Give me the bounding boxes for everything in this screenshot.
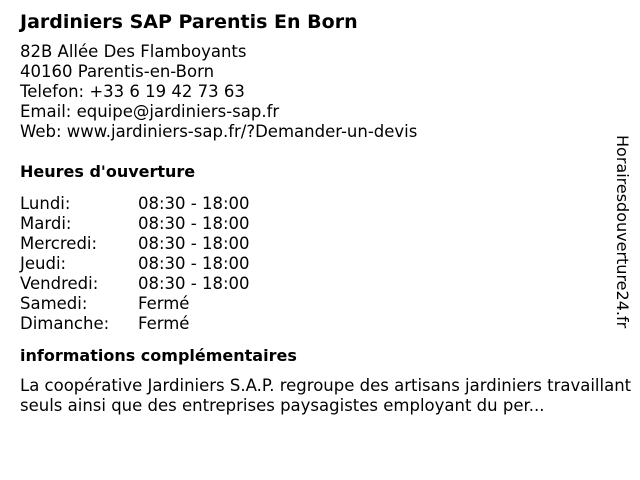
address-street: 82B Allée Des Flamboyants: [20, 42, 247, 61]
address-city: 40160 Parentis-en-Born: [20, 62, 215, 81]
hours-row-mercredi: [20, 234, 620, 254]
time-value: 08:30 - 18:00: [138, 234, 250, 253]
hours-row-lundi: [20, 194, 620, 214]
day-label: Mercredi:: [20, 234, 98, 253]
hours-row-mardi: [20, 214, 620, 234]
info-description: La coopérative Jardiniers S.A.P. regroupe des artisans jardiniers travaillant seuls ainsi que des entreprises paysagistes employant du per...: [20, 376, 632, 415]
info-heading: informations complémentaires: [20, 346, 297, 365]
business-name: Jardiniers SAP Parentis En Born: [20, 11, 358, 33]
time-value: Fermé: [138, 314, 190, 333]
hours-row-samedi: [20, 294, 620, 314]
hours-row-vendredi: [20, 274, 620, 294]
web-line: Web: www.jardiniers-sap.fr/?Demander-un-devis: [20, 122, 418, 141]
day-label: Mardi:: [20, 214, 72, 233]
time-value: 08:30 - 18:00: [138, 214, 250, 233]
contact-block: [20, 42, 620, 142]
day-label: Vendredi:: [20, 274, 99, 293]
day-label: Dimanche:: [20, 314, 110, 333]
phone-line: Telefon: +33 6 19 42 73 63: [20, 82, 245, 101]
day-label: Samedi:: [20, 294, 88, 313]
day-label: Jeudi:: [20, 254, 67, 273]
time-value: 08:30 - 18:00: [138, 254, 250, 273]
opening-hours-table: [20, 194, 620, 334]
day-label: Lundi:: [20, 194, 71, 213]
email-line: Email: equipe@jardiniers-sap.fr: [20, 102, 280, 121]
time-value: 08:30 - 18:00: [138, 274, 250, 293]
source-watermark: Horairesdouverture24.fr: [613, 135, 632, 329]
hours-heading: Heures d'ouverture: [20, 162, 196, 181]
time-value: 08:30 - 18:00: [138, 194, 250, 213]
hours-row-dimanche: [20, 314, 620, 334]
time-value: Fermé: [138, 294, 190, 313]
hours-row-jeudi: [20, 254, 620, 274]
